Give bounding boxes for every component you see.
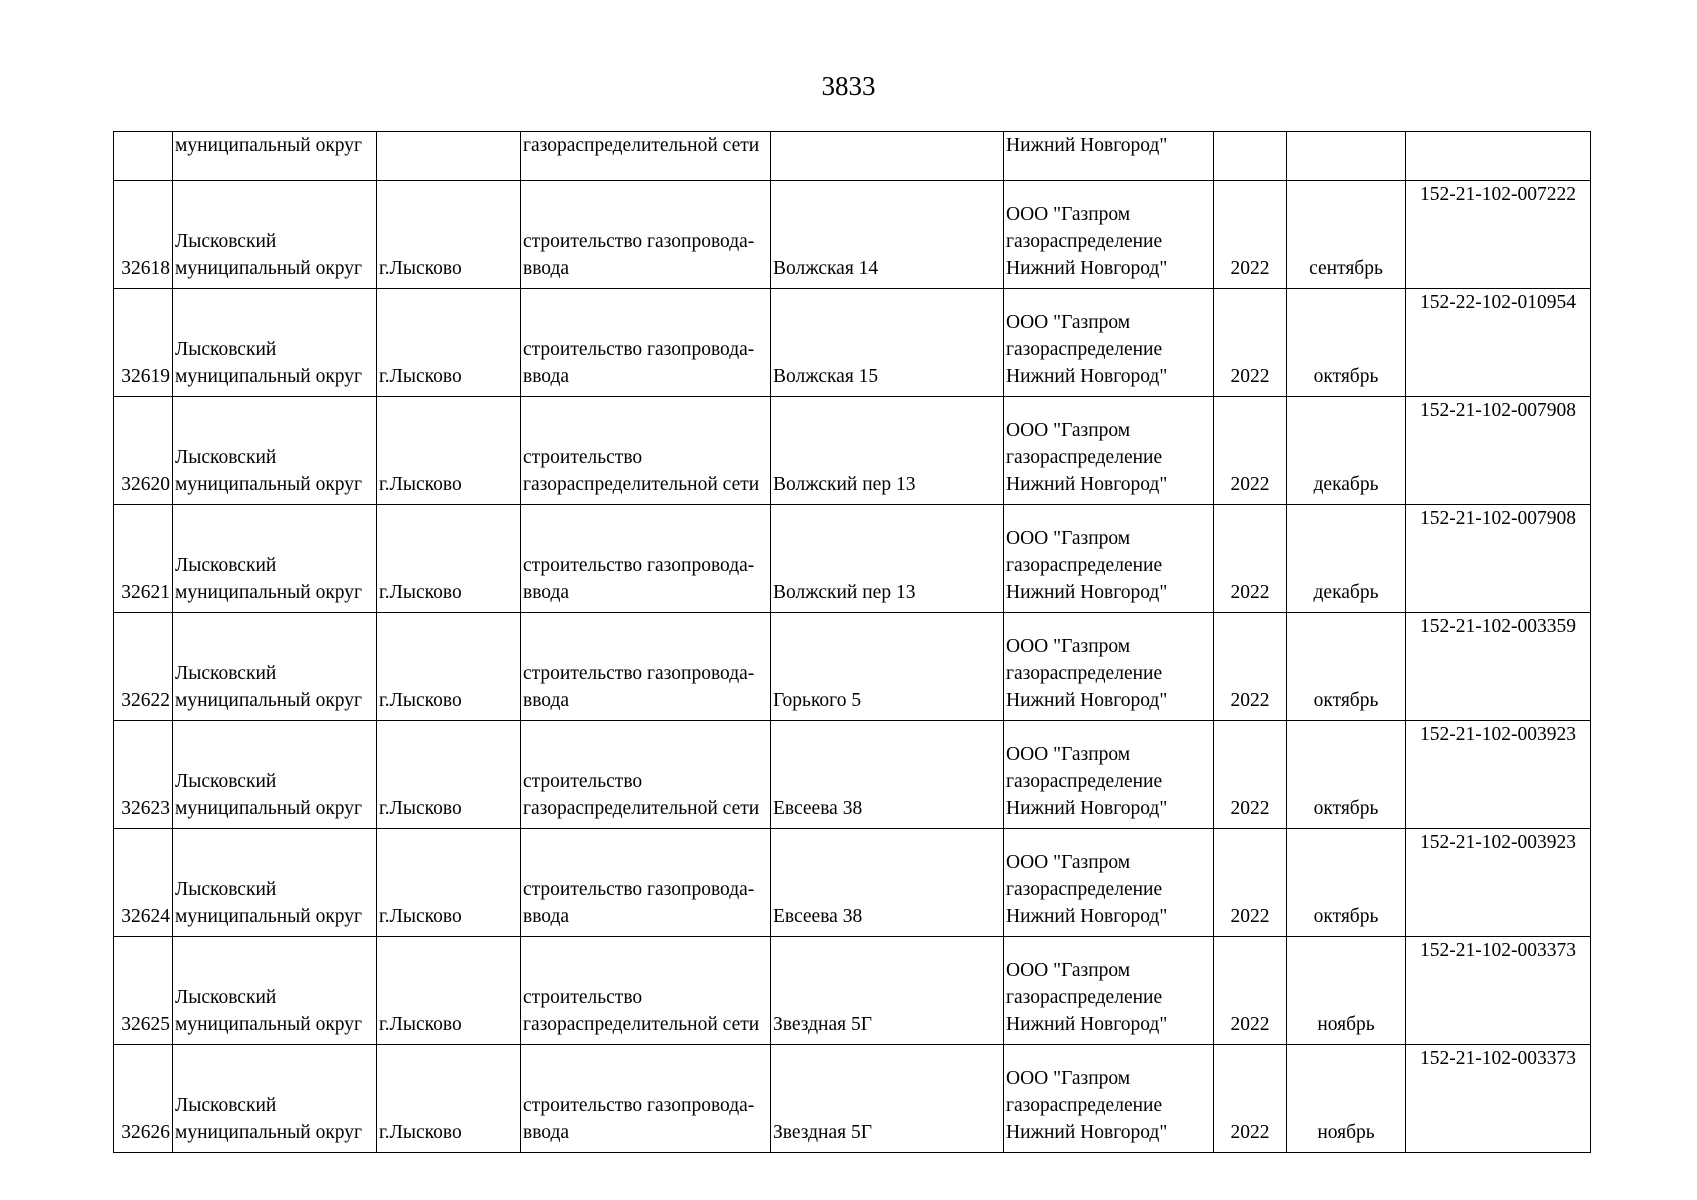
row-address: Волжский пер 13	[773, 474, 916, 495]
row-id: 32622	[121, 690, 170, 711]
cell-month	[1287, 937, 1406, 1045]
district-line-2: муниципальный округ	[175, 366, 363, 387]
work-line-1: строительство газопровода-	[523, 663, 755, 684]
cell-code	[1406, 505, 1591, 613]
row-year: 2022	[1230, 906, 1270, 927]
row-city: г.Лысково	[379, 1122, 462, 1143]
work-line-2: ввода	[523, 1122, 570, 1143]
cell-work	[521, 289, 771, 397]
row-city: г.Лысково	[379, 474, 462, 495]
cell-id	[114, 1045, 173, 1153]
cell-code	[1406, 132, 1591, 181]
org-line-1: ООО "Газпром	[1006, 852, 1131, 873]
row-address: Звездная 5Г	[773, 1014, 872, 1035]
cell-district	[173, 289, 377, 397]
row-code: 152-21-102-003359	[1420, 616, 1576, 637]
table-row	[114, 721, 1591, 829]
org-line-2: газораспределение	[1006, 1095, 1163, 1116]
org-line-3: Нижний Новгород"	[1006, 1014, 1168, 1035]
cell-district	[173, 1045, 377, 1153]
cell-district	[173, 181, 377, 289]
cell-id	[114, 505, 173, 613]
org-line-3: Нижний Новгород"	[1006, 1122, 1168, 1143]
cell-id	[114, 289, 173, 397]
cell-work	[521, 1045, 771, 1153]
row-id: 32620	[121, 474, 170, 495]
row-year: 2022	[1230, 366, 1270, 387]
cell-work	[521, 937, 771, 1045]
cell-address	[771, 721, 1004, 829]
table-row	[114, 937, 1591, 1045]
org-line-1: ООО "Газпром	[1006, 744, 1131, 765]
cell-id	[114, 937, 173, 1045]
continuation-row	[114, 132, 1591, 181]
work-line-2: газораспределительной сети	[523, 474, 760, 495]
cell-org	[1004, 289, 1214, 397]
row-month: ноябрь	[1317, 1122, 1375, 1143]
work-line-1: строительство газопровода-	[523, 339, 755, 360]
org-line-2: газораспределение	[1006, 663, 1163, 684]
cell-address	[771, 132, 1004, 181]
cell-city	[377, 505, 521, 613]
cell-code	[1406, 397, 1591, 505]
row-year: 2022	[1230, 1122, 1270, 1143]
cell-district	[173, 721, 377, 829]
work-line-1: строительство газопровода-	[523, 1095, 755, 1116]
work-line-2: газораспределительной сети	[523, 798, 760, 819]
cell-month	[1287, 1045, 1406, 1153]
cell-year	[1214, 289, 1287, 397]
cell-address	[771, 1045, 1004, 1153]
row-month: ноябрь	[1317, 1014, 1375, 1035]
row-address: Волжская 14	[773, 258, 879, 279]
row-month: октябрь	[1313, 798, 1379, 819]
cell-address	[771, 505, 1004, 613]
cell-month	[1287, 132, 1406, 181]
work-line-1: строительство	[523, 447, 643, 468]
row-id: 32621	[121, 582, 170, 603]
row-month: декабрь	[1313, 582, 1379, 603]
org-line-2: газораспределение	[1006, 555, 1163, 576]
row-id: 32624	[121, 906, 170, 927]
table-row	[114, 181, 1591, 289]
work-line-2: ввода	[523, 690, 570, 711]
district-line-1: Лысковский	[175, 231, 277, 252]
cell-district	[173, 397, 377, 505]
district-line-2: муниципальный округ	[175, 258, 363, 279]
district-line-1: Лысковский	[175, 987, 277, 1008]
cell-org	[1004, 829, 1214, 937]
cell-code	[1406, 1045, 1591, 1153]
row-year: 2022	[1230, 798, 1270, 819]
cell-org	[1004, 1045, 1214, 1153]
work-line-2: ввода	[523, 258, 570, 279]
row-id: 32618	[121, 258, 170, 279]
cell-district: муниципальный округ	[173, 132, 377, 181]
table-row	[114, 1045, 1591, 1153]
row-address: Волжская 15	[773, 366, 879, 387]
work-line-1: строительство газопровода-	[523, 231, 755, 252]
org-line-3: Нижний Новгород"	[1006, 582, 1168, 603]
org-line-3: Нижний Новгород"	[1006, 474, 1168, 495]
cell-month	[1287, 613, 1406, 721]
org-line-1: ООО "Газпром	[1006, 960, 1131, 981]
org-line-3: Нижний Новгород"	[1006, 798, 1168, 819]
row-id: 32626	[121, 1122, 170, 1143]
cell-address	[771, 829, 1004, 937]
cell-id	[114, 397, 173, 505]
cell-city	[377, 937, 521, 1045]
cell-org: Нижний Новгород"	[1004, 132, 1214, 181]
cell-id	[114, 721, 173, 829]
cell-year	[1214, 613, 1287, 721]
row-id: 32625	[121, 1014, 170, 1035]
work-line-1: строительство	[523, 987, 643, 1008]
cell-code	[1406, 937, 1591, 1045]
cell-city	[377, 181, 521, 289]
cell-org	[1004, 181, 1214, 289]
cell-month	[1287, 181, 1406, 289]
work-line-1: строительство газопровода-	[523, 555, 755, 576]
row-city: г.Лысково	[379, 366, 462, 387]
cell-work	[521, 613, 771, 721]
district-line-1: Лысковский	[175, 771, 277, 792]
row-year: 2022	[1230, 582, 1270, 603]
cell-org	[1004, 505, 1214, 613]
row-city: г.Лысково	[379, 258, 462, 279]
org-line-2: газораспределение	[1006, 231, 1163, 252]
cell-city	[377, 289, 521, 397]
district-line-1: Лысковский	[175, 339, 277, 360]
table-row	[114, 505, 1591, 613]
cell-work	[521, 397, 771, 505]
cell-city	[377, 721, 521, 829]
cell-work	[521, 181, 771, 289]
org-line-1: ООО "Газпром	[1006, 420, 1131, 441]
row-address: Евсеева 38	[773, 798, 863, 819]
cell-city	[377, 613, 521, 721]
work-line-2: газораспределительной сети	[523, 1014, 760, 1035]
org-line-2: газораспределение	[1006, 879, 1163, 900]
district-line-2: муниципальный округ	[175, 1014, 363, 1035]
cell-month	[1287, 721, 1406, 829]
row-code: 152-21-102-003373	[1420, 1048, 1576, 1069]
district-line-1: Лысковский	[175, 879, 277, 900]
table-row	[114, 829, 1591, 937]
row-code: 152-21-102-003373	[1420, 940, 1576, 961]
org-line-3: Нижний Новгород"	[1006, 258, 1168, 279]
row-code: 152-21-102-003923	[1420, 724, 1576, 745]
cell-month	[1287, 397, 1406, 505]
cell-id	[114, 613, 173, 721]
cell-district	[173, 937, 377, 1045]
table-row	[114, 289, 1591, 397]
row-city: г.Лысково	[379, 798, 462, 819]
work-line-1: строительство	[523, 771, 643, 792]
row-month: сентябрь	[1309, 258, 1383, 279]
district-line-1: Лысковский	[175, 447, 277, 468]
district-line-2: муниципальный округ	[175, 906, 363, 927]
cell-year	[1214, 132, 1287, 181]
district-line-1: Лысковский	[175, 555, 277, 576]
org-line-1: ООО "Газпром	[1006, 636, 1131, 657]
cell-month	[1287, 289, 1406, 397]
row-address: Евсеева 38	[773, 906, 863, 927]
row-id: 32619	[121, 366, 170, 387]
cell-year	[1214, 505, 1287, 613]
row-city: г.Лысково	[379, 1014, 462, 1035]
cell-year	[1214, 1045, 1287, 1153]
work-line-1: строительство газопровода-	[523, 879, 755, 900]
cell-work	[521, 829, 771, 937]
cell-address	[771, 397, 1004, 505]
cell-id	[114, 181, 173, 289]
row-month: декабрь	[1313, 474, 1379, 495]
cell-year	[1214, 937, 1287, 1045]
org-line-1: ООО "Газпром	[1006, 528, 1131, 549]
row-code: 152-21-102-007908	[1420, 508, 1576, 529]
cell-city	[377, 829, 521, 937]
cell-city	[377, 1045, 521, 1153]
cell-district	[173, 613, 377, 721]
row-city: г.Лысково	[379, 690, 462, 711]
district-line-1: Лысковский	[175, 1095, 277, 1116]
row-code: 152-21-102-007908	[1420, 400, 1576, 421]
row-code: 152-21-102-007222	[1420, 184, 1576, 205]
row-city: г.Лысково	[379, 582, 462, 603]
cell-district	[173, 505, 377, 613]
district-line-2: муниципальный округ	[175, 690, 363, 711]
org-line-2: газораспределение	[1006, 987, 1163, 1008]
district-line-1: Лысковский	[175, 663, 277, 684]
cell-year	[1214, 397, 1287, 505]
cell-address	[771, 289, 1004, 397]
cell-code	[1406, 289, 1591, 397]
row-year: 2022	[1230, 1014, 1270, 1035]
work-line-2: ввода	[523, 582, 570, 603]
org-line-2: газораспределение	[1006, 771, 1163, 792]
org-line-1: ООО "Газпром	[1006, 312, 1131, 333]
district-line-2: муниципальный округ	[175, 474, 363, 495]
row-id: 32623	[121, 798, 170, 819]
table-row	[114, 613, 1591, 721]
cell-org	[1004, 613, 1214, 721]
row-year: 2022	[1230, 690, 1270, 711]
cell-org	[1004, 721, 1214, 829]
org-line-2: газораспределение	[1006, 339, 1163, 360]
row-code: 152-21-102-003923	[1420, 832, 1576, 853]
cell-id	[114, 132, 173, 181]
cell-month	[1287, 829, 1406, 937]
cell-year	[1214, 181, 1287, 289]
cell-work	[521, 505, 771, 613]
row-month: октябрь	[1313, 366, 1379, 387]
district-line-2: муниципальный округ	[175, 582, 363, 603]
cell-id	[114, 829, 173, 937]
row-year: 2022	[1230, 258, 1270, 279]
row-month: октябрь	[1313, 906, 1379, 927]
row-address: Горького 5	[773, 690, 862, 711]
page-number: 3833	[821, 71, 876, 101]
org-line-3: Нижний Новгород"	[1006, 366, 1168, 387]
cell-address	[771, 613, 1004, 721]
cell-month	[1287, 505, 1406, 613]
cell-city	[377, 132, 521, 181]
work-line-2: ввода	[523, 906, 570, 927]
cell-year	[1214, 721, 1287, 829]
row-month: октябрь	[1313, 690, 1379, 711]
org-line-1: ООО "Газпром	[1006, 204, 1131, 225]
cell-address	[771, 181, 1004, 289]
table-row	[114, 397, 1591, 505]
cell-code	[1406, 721, 1591, 829]
org-line-2: газораспределение	[1006, 447, 1163, 468]
cell-code	[1406, 181, 1591, 289]
cell-code	[1406, 613, 1591, 721]
cell-code	[1406, 829, 1591, 937]
cell-city	[377, 397, 521, 505]
registry-table	[113, 131, 1591, 1153]
row-code: 152-22-102-010954	[1420, 292, 1576, 313]
org-line-1: ООО "Газпром	[1006, 1068, 1131, 1089]
row-city: г.Лысково	[379, 906, 462, 927]
district-line-2: муниципальный округ	[175, 798, 363, 819]
row-address: Звездная 5Г	[773, 1122, 872, 1143]
work-line-2: ввода	[523, 366, 570, 387]
table-body	[114, 132, 1591, 1153]
row-year: 2022	[1230, 474, 1270, 495]
row-address: Волжский пер 13	[773, 582, 916, 603]
cell-org	[1004, 937, 1214, 1045]
cell-address	[771, 937, 1004, 1045]
cell-work	[521, 721, 771, 829]
district-line-2: муниципальный округ	[175, 1122, 363, 1143]
org-line-3: Нижний Новгород"	[1006, 690, 1168, 711]
org-line-3: Нижний Новгород"	[1006, 906, 1168, 927]
cell-org	[1004, 397, 1214, 505]
cell-work: газораспределительной сети	[521, 132, 771, 181]
cell-year	[1214, 829, 1287, 937]
cell-district	[173, 829, 377, 937]
